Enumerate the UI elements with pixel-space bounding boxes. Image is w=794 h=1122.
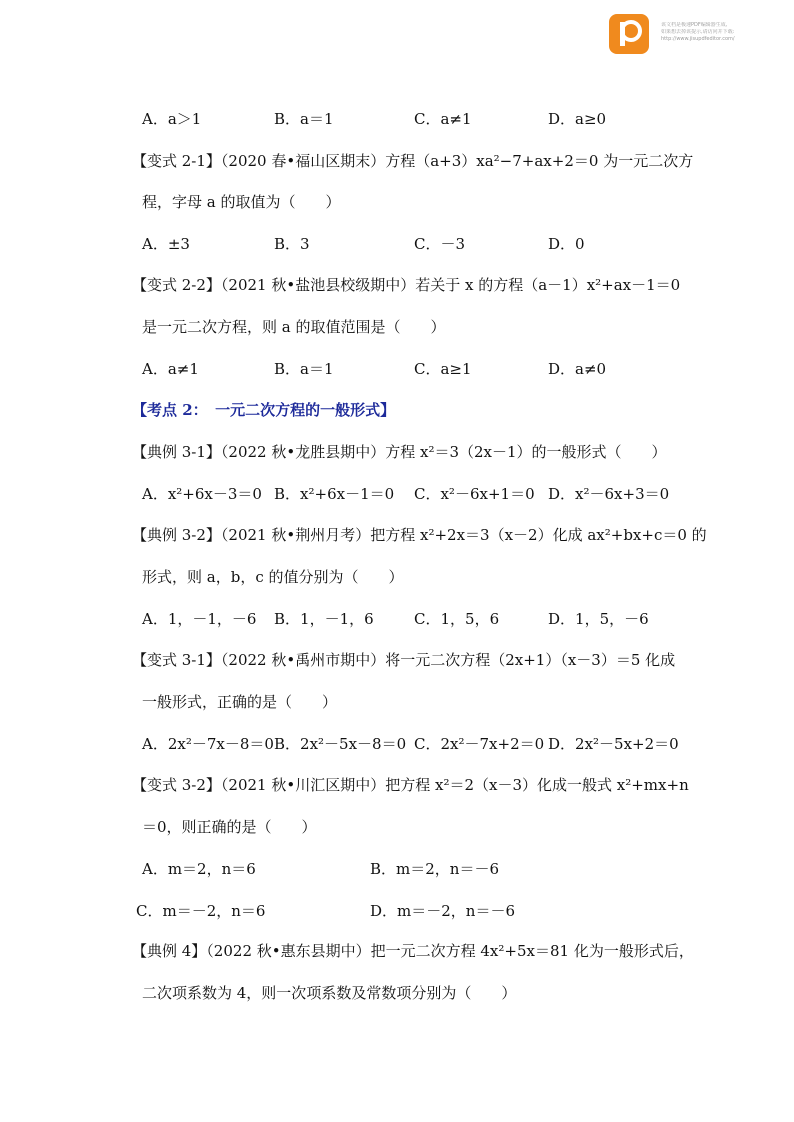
- pdf-editor-note: [661, 22, 791, 43]
- note-line: 如果想去掉该提示,请访问并下载:: [661, 29, 735, 35]
- option-a: A．a≠1: [142, 360, 199, 378]
- question-line: 【典例 3-1】（2022 秋•龙胜县期中）方程 x²＝3（2x－1）的一般形式（ ）: [132, 443, 667, 461]
- option-b: B．x²+6x－1＝0: [274, 485, 395, 503]
- question-line: 【变式 2-2】（2021 秋•盐池县校级期中）若关于 x 的方程（a－1）x²+ax－1＝0: [132, 276, 681, 294]
- option-a: A．x²+6x－3＝0: [142, 485, 262, 503]
- note-line: 该文档是极速PDF编辑器生成,: [661, 22, 728, 28]
- option-c: C．－3: [414, 235, 466, 253]
- option-d: D．0: [548, 235, 585, 253]
- option-a: A．a＞1: [142, 110, 202, 128]
- option-a: A．1，－1，－6: [142, 610, 257, 628]
- question-line: 【典例 3-2】（2021 秋•荆州月考）把方程 x²+2x＝3（x－2）化成 ax²+bx+c＝0 的: [132, 526, 707, 544]
- option-d: D．1，5，－6: [548, 610, 649, 628]
- option-a: A．±3: [142, 235, 190, 253]
- option-b: B．m＝2，n＝－6: [370, 860, 499, 878]
- option-a: A．2x²－7x－8＝0: [142, 735, 274, 753]
- section-heading: 【考点 2： 一元二次方程的一般形式】: [132, 401, 396, 419]
- question-line: 程，字母 a 的取值为（ ）: [142, 193, 341, 211]
- question-line: 形式，则 a，b，c 的值分别为（ ）: [142, 568, 404, 586]
- option-c: C．x²－6x+1＝0: [414, 485, 535, 503]
- option-d: D．m＝－2，n＝－6: [370, 902, 515, 920]
- option-b: B．a＝1: [274, 360, 334, 378]
- option-d: D．a≥0: [548, 110, 607, 128]
- option-b: B．2x²－5x－8＝0: [274, 735, 407, 753]
- option-c: C．a≠1: [414, 110, 472, 128]
- option-d: D．x²－6x+3＝0: [548, 485, 670, 503]
- question-line: ＝0，则正确的是（ ）: [142, 818, 317, 836]
- option-c: C．m＝－2，n＝6: [136, 902, 266, 920]
- question-line: 【典例 4】（2022 秋•惠东县期中）把一元二次方程 4x²+5x＝81 化为一般形式后，: [132, 942, 694, 960]
- option-c: C．1，5，6: [414, 610, 500, 628]
- question-line: 【变式 3-2】（2021 秋•川汇区期中）把方程 x²＝2（x－3）化成一般式 x²+mx+n: [132, 776, 689, 794]
- question-line: 是一元二次方程，则 a 的取值范围是（ ）: [142, 318, 446, 336]
- option-b: B．a＝1: [274, 110, 334, 128]
- option-d: D．a≠0: [548, 360, 607, 378]
- question-line: 一般形式，正确的是（ ）: [142, 693, 338, 711]
- option-c: C．2x²－7x+2＝0: [414, 735, 545, 753]
- option-a: A．m＝2，n＝6: [142, 860, 256, 878]
- note-line: http://www.jisupdfeditor.com/: [661, 36, 735, 42]
- question-line: 【变式 2-1】（2020 春•福山区期末）方程（a+3）xa²−7+ax+2＝0 为一元二次方: [132, 152, 694, 170]
- question-line: 二次项系数为 4，则一次项系数及常数项分别为（ ）: [142, 984, 517, 1002]
- question-line: 【变式 3-1】（2022 秋•禹州市期中）将一元二次方程（2x+1）（x－3）＝5 化成: [132, 651, 676, 669]
- option-b: B．1，－1，6: [274, 610, 374, 628]
- option-b: B．3: [274, 235, 310, 253]
- option-d: D．2x²－5x+2＝0: [548, 735, 679, 753]
- option-c: C．a≥1: [414, 360, 472, 378]
- pdf-editor-logo-icon: [609, 14, 649, 54]
